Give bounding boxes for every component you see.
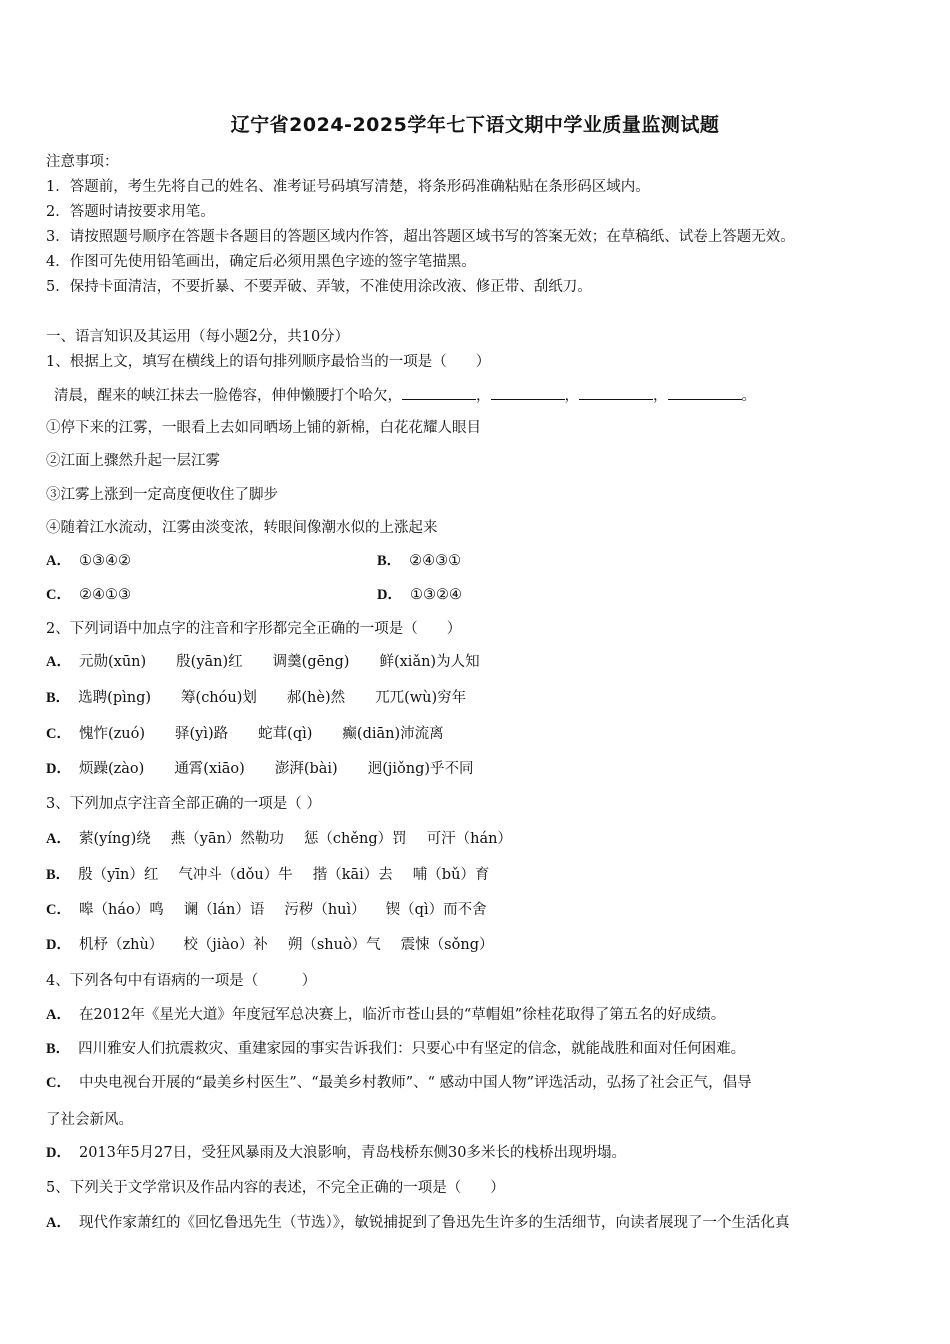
option-a: A． ①③④② [46, 553, 131, 569]
question-stem: 1、根据上文，填写在横线上的语句排列顺序最恰当的一项是（ ） [46, 354, 491, 370]
option-a: A． 萦(yíng)绕 燕（yān）然勒功 惩（chěng）罚 可汗（hán） [46, 831, 512, 847]
notice-item: 4．作图可先使用铅笔画出，确定后必须用黑色字迹的签字笔描黑。 [46, 254, 476, 270]
answer-blank [491, 385, 565, 400]
option-d: D． 2013年5月27日，受狂风暴雨及大浪影响，青岛栈桥东侧30多米长的栈桥出现坍塌。 [46, 1145, 627, 1161]
option-b: B． 选聘(pìng) 筹(chóu)划 郝(hè)然 兀兀(wù)穷年 [46, 690, 467, 706]
page-title: 辽宁省2024-2025学年七下语文期中学业质量监测试题 [230, 114, 720, 136]
passage-end: 。 [741, 388, 756, 404]
answer-blank [402, 385, 476, 400]
sentence-item: ③江雾上涨到一定高度便收住了脚步 [46, 487, 278, 503]
option-d: D． 机杼（zhù） 校（jiào）补 朔（shuò）气 震悚（sǒng） [46, 937, 494, 953]
question-stem: 5、下列关于文学常识及作品内容的表述，不完全正确的一项是（ ） [46, 1180, 505, 1196]
option-c: C． 中央电视台开展的“最美乡村医生”、“最美乡村教师”、“ 感动中国人物”评选活动，弘扬了社会正气，倡导 [46, 1075, 752, 1091]
option-a: A． 在2012年《星光大道》年度冠军总决赛上，临沂市苍山县的“草帽姐”徐桂花取得了第五名的好成绩。 [46, 1007, 726, 1023]
option-c: C． 嗥（háo）鸣 谰（lán）语 污秽（huì） 锲（qì）而不舍 [46, 902, 487, 918]
answer-blank [668, 385, 742, 400]
option-c: C． ②④①③ [46, 587, 131, 603]
notice-item: 5．保持卡面清洁，不要折暴、不要弄破、弄皱，不准使用涂改液、修正带、刮纸刀。 [46, 279, 592, 295]
notice-item: 3．请按照题号顺序在答题卡各题目的答题区域内作答，超出答题区域书写的答案无效；在草稿纸、试卷上答题无效。 [46, 229, 795, 245]
question-stem: 4、下列各句中有语病的一项是（ ） [46, 973, 317, 989]
sentence-item: ④随着江水流动，江雾由淡变浓，转眼间像潮水似的上涨起来 [46, 520, 438, 536]
sentence-item: ②江面上骤然升起一层江雾 [46, 453, 220, 469]
option-b: B． 殷（yīn）红 气冲斗（dǒu）牛 揩（kāi）去 哺（bǔ）育 [46, 867, 490, 883]
question-stem: 3、下列加点字注音全部正确的一项是（ ） [46, 796, 321, 812]
option-a: A． 元勋(xūn) 殷(yān)红 调羹(gēng) 鲜(xiǎn)为人知 [46, 654, 480, 670]
option-b: B． 四川雅安人们抗震救灾、重建家园的事实告诉我们：只要心中有坚定的信念，就能战胜和面对任何困难。 [46, 1041, 746, 1057]
q1-passage: 清晨，醒来的峡江抹去一脸倦容，伸伸懒腰打个哈欠， ， ， ， 。 [54, 385, 756, 406]
option-c: C． 愧怍(zuó) 驿(yì)路 蛇茸(qì) 癫(diān)沛流离 [46, 726, 444, 742]
option-c-continued: 了社会新风。 [46, 1112, 133, 1128]
option-d: D． ①③②④ [377, 587, 462, 603]
question-stem: 2、下列词语中加点字的注音和字形都完全正确的一项是（ ） [46, 621, 462, 637]
notice-heading: 注意事项： [46, 154, 119, 170]
answer-blank [579, 385, 653, 400]
option-d: D． 烦躁(zào) 通霄(xiāo) 澎湃(bài) 迥(jiǒng)乎不同 [46, 761, 474, 777]
notice-item: 1．答题前，考生先将自己的姓名、准考证号码填写清楚，将条形码准确粘贴在条形码区域内。 [46, 179, 650, 195]
section-heading: 一、语言知识及其运用（每小题2分，共10分） [46, 329, 350, 345]
option-a: A． 现代作家萧红的《回忆鲁迅先生（节选）》，敏锐捕捉到了鲁迅先生许多的生活细节，向读者展现了一个生活化真 [46, 1215, 790, 1231]
option-b: B． ②④③① [377, 553, 462, 569]
sentence-item: ①停下来的江雾，一眼看上去如同晒场上铺的新棉，白花花耀人眼目 [46, 420, 481, 436]
passage-lead: 清晨，醒来的峡江抹去一脸倦容，伸伸懒腰打个哈欠， [54, 388, 402, 404]
notice-item: 2．答题时请按要求用笔。 [46, 204, 215, 220]
